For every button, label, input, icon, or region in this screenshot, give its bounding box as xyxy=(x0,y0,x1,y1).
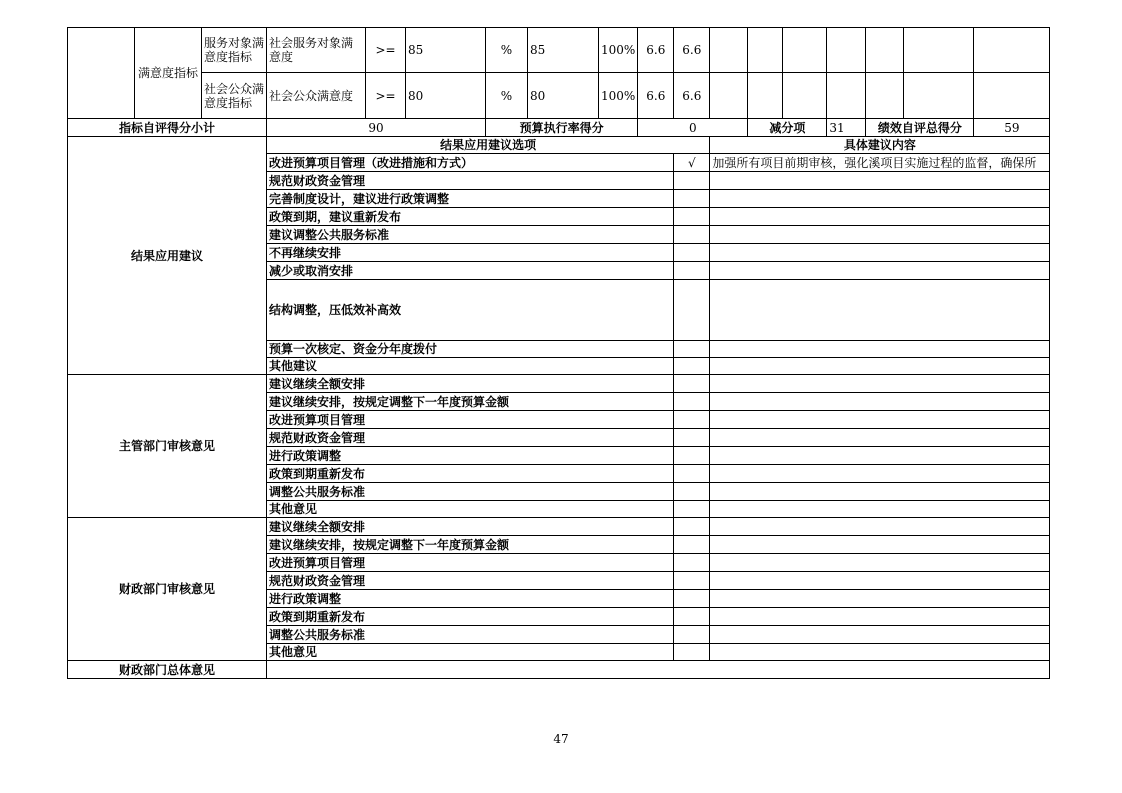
review-content xyxy=(710,429,1050,447)
option-check[interactable]: √ xyxy=(674,154,710,172)
actual-cell: 85 xyxy=(528,28,599,73)
review-option: 规范财政资金管理 xyxy=(267,429,674,447)
review-option: 进行政策调整 xyxy=(267,447,674,465)
option-check[interactable] xyxy=(674,262,710,280)
total-score-value: 59 xyxy=(974,119,1050,137)
review-content xyxy=(710,644,1050,661)
blank-cell xyxy=(904,28,974,73)
review-check[interactable] xyxy=(674,501,710,518)
deduct-value: 31 xyxy=(827,119,866,137)
rate-cell: 100% xyxy=(599,28,638,73)
review-check[interactable] xyxy=(674,608,710,626)
review-content xyxy=(710,465,1050,483)
suggestion-content xyxy=(710,208,1050,226)
content-header: 具体建议内容 xyxy=(710,137,1050,154)
option-text: 结构调整，压低效补高效 xyxy=(267,280,674,341)
review-option: 建议继续安排，按规定调整下一年度预算金额 xyxy=(267,536,674,554)
review-content xyxy=(710,483,1050,501)
review-check[interactable] xyxy=(674,626,710,644)
option-text: 政策到期，建议重新发布 xyxy=(267,208,674,226)
review-option: 调整公共服务标准 xyxy=(267,483,674,501)
review-check[interactable] xyxy=(674,536,710,554)
blank-cell xyxy=(904,73,974,119)
review-check[interactable] xyxy=(674,375,710,393)
review-check[interactable] xyxy=(674,518,710,536)
budget-rate-label: 预算执行率得分 xyxy=(486,119,638,137)
suggestion-content xyxy=(710,244,1050,262)
review-option: 政策到期重新发布 xyxy=(267,608,674,626)
option-text: 建议调整公共服务标准 xyxy=(267,226,674,244)
review-check[interactable] xyxy=(674,483,710,501)
review-check[interactable] xyxy=(674,411,710,429)
blank-cell xyxy=(974,28,1050,73)
review-content xyxy=(710,536,1050,554)
review-option: 进行政策调整 xyxy=(267,590,674,608)
option-text: 不再继续安排 xyxy=(267,244,674,262)
review-content xyxy=(710,626,1050,644)
review-option: 建议继续安排，按规定调整下一年度预算金额 xyxy=(267,393,674,411)
weight-cell: 6.6 xyxy=(638,73,674,119)
blank-cell xyxy=(783,28,827,73)
indicator-name-cell: 社会公众满意度 xyxy=(267,73,366,119)
weight-cell: 6.6 xyxy=(638,28,674,73)
review-option: 建议继续全额安排 xyxy=(267,375,674,393)
option-text: 其他建议 xyxy=(267,358,674,375)
summary-row xyxy=(68,119,1050,137)
review-check[interactable] xyxy=(674,465,710,483)
review-option: 改进预算项目管理 xyxy=(267,411,674,429)
rate-cell: 100% xyxy=(599,73,638,119)
review-content xyxy=(710,572,1050,590)
review-check[interactable] xyxy=(674,393,710,411)
suggestion-content: 加强所有项目前期审核，强化溪项目实施过程的监督，确保所 xyxy=(710,154,1050,172)
overall-value xyxy=(267,661,1050,679)
unit-cell: % xyxy=(486,73,528,119)
option-check[interactable] xyxy=(674,280,710,341)
indicator-name-cell: 社会服务对象满意度 xyxy=(267,28,366,73)
blank-cell xyxy=(866,73,904,119)
suggestion-content xyxy=(710,262,1050,280)
category-cell: 满意度指标 xyxy=(135,28,202,119)
option-check[interactable] xyxy=(674,244,710,262)
suggestion-content xyxy=(710,226,1050,244)
review-content xyxy=(710,501,1050,518)
result-header-row xyxy=(68,137,1050,154)
option-check[interactable] xyxy=(674,358,710,375)
option-check[interactable] xyxy=(674,341,710,358)
review-option: 调整公共服务标准 xyxy=(267,626,674,644)
target-cell: 80 xyxy=(406,73,486,119)
review-option: 改进预算项目管理 xyxy=(267,554,674,572)
review-option: 建议继续全额安排 xyxy=(267,518,674,536)
review-content xyxy=(710,590,1050,608)
review-content xyxy=(710,393,1050,411)
score-cell: 6.6 xyxy=(674,28,710,73)
option-text: 预算一次核定、资金分年度拨付 xyxy=(267,341,674,358)
unit-cell: % xyxy=(486,28,528,73)
review-content xyxy=(710,447,1050,465)
subtotal-label: 指标自评得分小计 xyxy=(68,119,267,137)
result-section-label: 结果应用建议 xyxy=(68,137,267,375)
target-cell: 85 xyxy=(406,28,486,73)
suggestion-content xyxy=(710,190,1050,208)
option-text: 完善制度设计，建议进行政策调整 xyxy=(267,190,674,208)
review-content xyxy=(710,608,1050,626)
blank-cell xyxy=(748,73,783,119)
review-check[interactable] xyxy=(674,554,710,572)
option-check[interactable] xyxy=(674,172,710,190)
evaluation-table xyxy=(67,27,1050,679)
blank-cell xyxy=(710,28,748,73)
options-header: 结果应用建议选项 xyxy=(267,137,710,154)
satisfaction-row xyxy=(68,73,1050,119)
overall-label: 财政部门总体意见 xyxy=(68,661,267,679)
suggestion-content xyxy=(710,172,1050,190)
review-check[interactable] xyxy=(674,429,710,447)
page-number: 47 xyxy=(553,732,569,746)
subindicator-cell: 社会公众满意度指标 xyxy=(202,73,267,119)
budget-rate-value: 0 xyxy=(638,119,748,137)
review-content xyxy=(710,554,1050,572)
operator-cell: >= xyxy=(366,73,406,119)
review-content xyxy=(710,375,1050,393)
review-check[interactable] xyxy=(674,572,710,590)
option-check[interactable] xyxy=(674,190,710,208)
subindicator-cell: 服务对象满意度指标 xyxy=(202,28,267,73)
finance-section-label: 财政部门审核意见 xyxy=(68,518,267,661)
review-check[interactable] xyxy=(674,447,710,465)
review-check[interactable] xyxy=(674,590,710,608)
blank-cell xyxy=(827,28,866,73)
review-content xyxy=(710,411,1050,429)
option-check[interactable] xyxy=(674,208,710,226)
suggestion-content xyxy=(710,341,1050,358)
review-check[interactable] xyxy=(674,644,710,661)
suggestion-content xyxy=(710,358,1050,375)
option-check[interactable] xyxy=(674,226,710,244)
option-text: 减少或取消安排 xyxy=(267,262,674,280)
review-option: 其他意见 xyxy=(267,644,674,661)
satisfaction-row xyxy=(68,28,1050,73)
review-option: 规范财政资金管理 xyxy=(267,572,674,590)
operator-cell: >= xyxy=(366,28,406,73)
subtotal-value: 90 xyxy=(267,119,486,137)
blank-cell xyxy=(827,73,866,119)
blank-cell xyxy=(710,73,748,119)
option-text: 改进预算项目管理（改进措施和方式） xyxy=(267,154,674,172)
blank-cell xyxy=(974,73,1050,119)
actual-cell: 80 xyxy=(528,73,599,119)
blank-cell xyxy=(68,28,135,119)
suggestion-content xyxy=(710,280,1050,341)
blank-cell xyxy=(748,28,783,73)
option-text: 规范财政资金管理 xyxy=(267,172,674,190)
review-option: 政策到期重新发布 xyxy=(267,465,674,483)
review-row xyxy=(68,518,1050,536)
deduct-label: 减分项 xyxy=(748,119,827,137)
score-cell: 6.6 xyxy=(674,73,710,119)
overall-row xyxy=(68,661,1050,679)
review-content xyxy=(710,518,1050,536)
review-row xyxy=(68,375,1050,393)
total-score-label: 绩效自评总得分 xyxy=(866,119,974,137)
blank-cell xyxy=(783,73,827,119)
review-option: 其他意见 xyxy=(267,501,674,518)
blank-cell xyxy=(866,28,904,73)
dept-section-label: 主管部门审核意见 xyxy=(68,375,267,518)
